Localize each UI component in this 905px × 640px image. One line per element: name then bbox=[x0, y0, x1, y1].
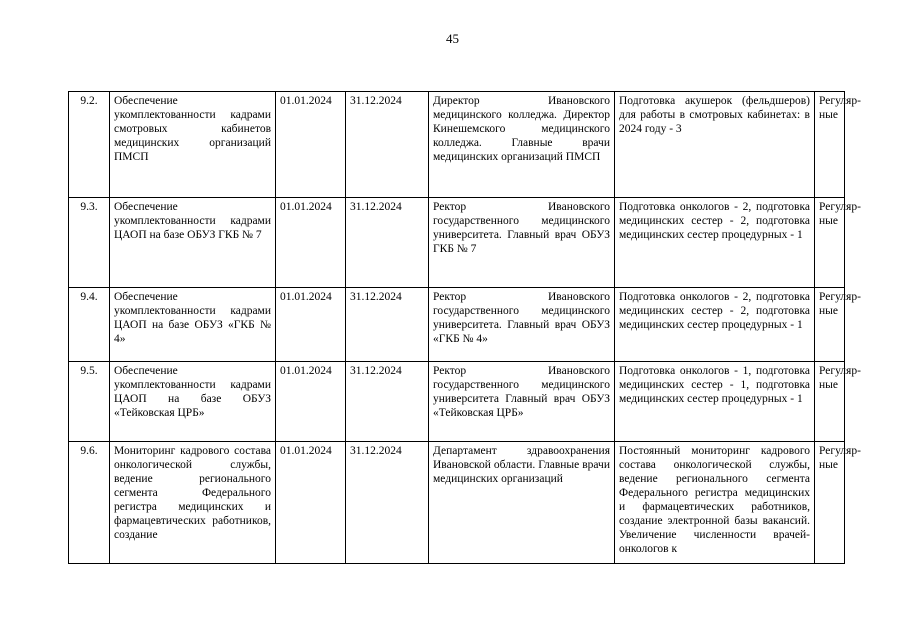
row-number: 9.2. bbox=[69, 92, 110, 198]
type-cell: Регуляр-ные bbox=[815, 362, 845, 442]
table-row bbox=[69, 92, 845, 198]
responsible-cell: Директор Ивановского медицинского колледжа. Директор Кинешемского медицинского колледжа. Главные врачи медицинских организаций ПМСП bbox=[429, 92, 615, 198]
responsible-cell: Департамент здравоохранения Ивановской области. Главные врачи медицинских организаций bbox=[429, 442, 615, 564]
result-cell: Подготовка акушерок (фельдшеров) для работы в смотровых кабинетах: в 2024 году - 3 bbox=[615, 92, 815, 198]
row-number: 9.6. bbox=[69, 442, 110, 564]
activity-cell: Обеспечение укомплектованности кадрами ЦАОП на базе ОБУЗ ГКБ № 7 bbox=[110, 198, 276, 288]
page-number: 45 bbox=[446, 31, 459, 46]
type-cell: Регуляр-ные bbox=[815, 92, 845, 198]
start-date-cell: 01.01.2024 bbox=[276, 442, 346, 564]
start-date-cell: 01.01.2024 bbox=[276, 288, 346, 362]
result-cell: Подготовка онкологов - 2, подготовка медицинских сестер - 2, подготовка медицинских сестер процедурных - 1 bbox=[615, 288, 815, 362]
result-cell: Подготовка онкологов - 1, подготовка медицинских сестер - 1, подготовка медицинских сестер процедурных - 1 bbox=[615, 362, 815, 442]
type-cell: Регуляр-ные bbox=[815, 198, 845, 288]
row-number: 9.3. bbox=[69, 198, 110, 288]
row-number: 9.5. bbox=[69, 362, 110, 442]
activity-cell: Обеспечение укомплектованности кадрами смотровых кабинетов медицинских организаций ПМСП bbox=[110, 92, 276, 198]
end-date-cell: 31.12.2024 bbox=[346, 442, 429, 564]
result-cell: Подготовка онкологов - 2, подготовка медицинских сестер - 2, подготовка медицинских сестер процедурных - 1 bbox=[615, 198, 815, 288]
type-cell: Регуляр-ные bbox=[815, 288, 845, 362]
responsible-cell: Ректор Ивановского государственного медицинского университета. Главный врач ОБУЗ «ГКБ № 4» bbox=[429, 288, 615, 362]
start-date-cell: 01.01.2024 bbox=[276, 198, 346, 288]
result-cell: Постоянный мониторинг кадрового состава онкологической службы, ведение регионального сегмента Федерального регистра медицинских и фармацевтических работников, создание электронной базы вакансий. Увеличение численности врачей-онкологов к bbox=[615, 442, 815, 564]
table-row bbox=[69, 288, 845, 362]
end-date-cell: 31.12.2024 bbox=[346, 362, 429, 442]
start-date-cell: 01.01.2024 bbox=[276, 362, 346, 442]
activity-cell: Обеспечение укомплектованности кадрами ЦАОП на базе ОБУЗ «Тейковская ЦРБ» bbox=[110, 362, 276, 442]
table-row bbox=[69, 198, 845, 288]
end-date-cell: 31.12.2024 bbox=[346, 288, 429, 362]
action-plan-table bbox=[68, 91, 861, 564]
end-date-cell: 31.12.2024 bbox=[346, 92, 429, 198]
row-number: 9.4. bbox=[69, 288, 110, 362]
responsible-cell: Ректор Ивановского государственного медицинского университета Главный врач ОБУЗ «Тейковская ЦРБ» bbox=[429, 362, 615, 442]
end-date-cell: 31.12.2024 bbox=[346, 198, 429, 288]
responsible-cell: Ректор Ивановского государственного медицинского университета. Главный врач ОБУЗ ГКБ № 7 bbox=[429, 198, 615, 288]
table-row bbox=[69, 362, 845, 442]
type-cell: Регуляр-ные bbox=[815, 442, 845, 564]
start-date-cell: 01.01.2024 bbox=[276, 92, 346, 198]
table-row bbox=[69, 442, 845, 564]
activity-cell: Обеспечение укомплектованности кадрами ЦАОП на базе ОБУЗ «ГКБ № 4» bbox=[110, 288, 276, 362]
activity-cell: Мониторинг кадрового состава онкологической службы, ведение регионального сегмента Федерального регистра медицинских и фармацевтических работников, создание bbox=[110, 442, 276, 564]
